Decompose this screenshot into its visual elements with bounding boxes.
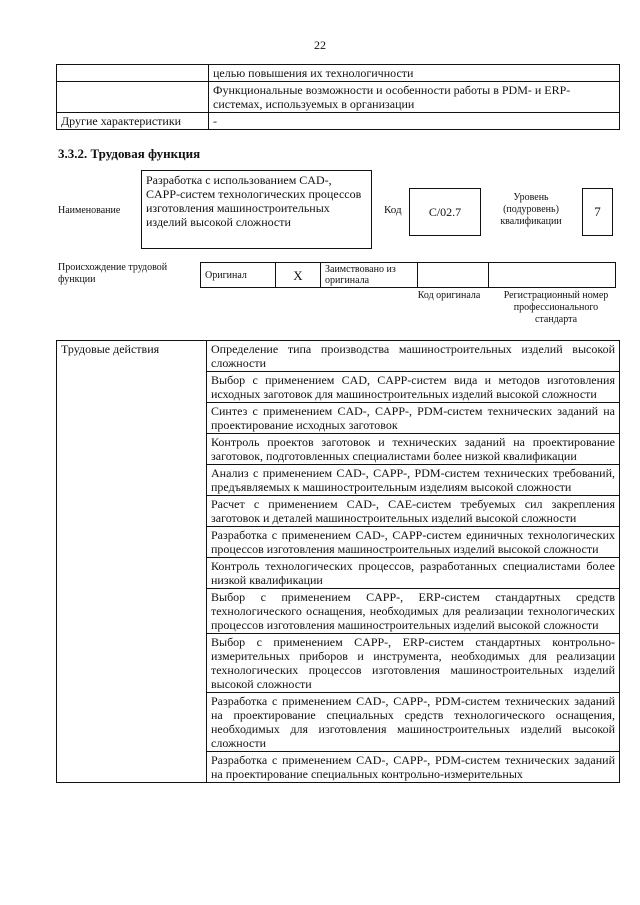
reg-number-caption: Регистрационный номер профессионального стандарта <box>503 290 609 325</box>
labor-action-item: Расчет с применением CAD-, CAE-систем требуемых сил закрепления заготовок и деталей машиностроительных изделий высокой сложности <box>207 496 620 527</box>
row-text: Функциональные возможности и особенности работы в PDM- и ERP-системах, используемых в организации <box>209 82 620 113</box>
reg-number-cell <box>489 263 616 288</box>
row-label: Другие характеристики <box>57 113 209 130</box>
labor-action-item: Разработка с применением CAD-, CAPP-, PDM-систем технических заданий на проектирование специальных контрольно-измерительных <box>207 752 620 783</box>
labor-action-item: Контроль проектов заготовок и технических заданий на проектирование заготовок, подготовленных специалистами более низкой квалификации <box>207 434 620 465</box>
original-mark: X <box>276 263 321 288</box>
labor-action-item: Синтез с применением CAD-, CAPP-, PDM-систем технических заданий на проектирование исходных заготовок <box>207 403 620 434</box>
code-label: Код <box>384 204 402 216</box>
qualification-level-box: 7 <box>582 188 613 236</box>
function-code-box: C/02.7 <box>409 188 481 236</box>
labor-action-item: Определение типа производства машиностроительных изделий высокой сложности <box>207 341 620 372</box>
labor-action-item: Выбор с применением CAPP-, ERP-систем стандартных средств технологического оснащения, необходимых для реализации технологических процессов изготовления машиностроительных изделий высокой сложности <box>207 589 620 634</box>
level-label: Уровень (подуровень) квалификации <box>500 192 562 227</box>
origin-table <box>200 262 616 288</box>
table-row <box>57 82 620 113</box>
name-label: Наименование <box>58 205 121 216</box>
page-number: 22 <box>314 38 326 52</box>
continuation-table <box>56 64 620 130</box>
labor-action-item: Разработка с применением CAD-, CAPP-систем единичных технологических процессов изготовления машиностроительных изделий высокой сложности <box>207 527 620 558</box>
original-label: Оригинал <box>201 263 276 288</box>
code-original-caption: Код оригинала <box>417 290 481 301</box>
labor-action-item: Разработка с применением CAD-, CAPP-, PDM-систем технических заданий на проектирование специальных средств технологического оснащения, необходимых для изготовления машиностроительных изделий высокой сложности <box>207 693 620 752</box>
row-text: целью повышения их технологичности <box>209 65 620 82</box>
table-row <box>57 113 620 130</box>
section-title: 3.3.2. Трудовая функция <box>58 146 201 161</box>
labor-actions-label: Трудовые действия <box>57 341 207 783</box>
labor-action-item: Выбор с применением CAD, CAPP-систем вида и методов изготовления исходных заготовок для машиностроительных изделий высокой сложности <box>207 372 620 403</box>
table-row <box>57 65 620 82</box>
code-original-cell <box>418 263 489 288</box>
labor-action-item: Анализ с применением CAD-, CAPP-, PDM-систем технических требований, предъявляемых к машиностроительным изделиям высокой сложности <box>207 465 620 496</box>
table-row <box>57 341 620 372</box>
function-name-box: Разработка с использованием CAD-, CAPP-систем технологических процессов изготовления машиностроительных изделий высокой сложности <box>141 170 372 249</box>
row-text: - <box>209 113 620 130</box>
labor-action-item: Контроль технологических процессов, разработанных специалистами более низкой квалификации <box>207 558 620 589</box>
origin-label: Происхождение трудовой функции <box>58 262 168 285</box>
borrowed-label: Заимствовано из оригинала <box>321 263 418 288</box>
labor-actions-table <box>56 340 620 783</box>
row-label <box>57 65 209 82</box>
labor-action-item: Выбор с применением CAPP-, ERP-систем стандартных контрольно-измерительных приборов и инструмента, необходимых для реализации технологических процессов изготовления машиностроительных изделий высокой сложности <box>207 634 620 693</box>
row-label <box>57 82 209 113</box>
